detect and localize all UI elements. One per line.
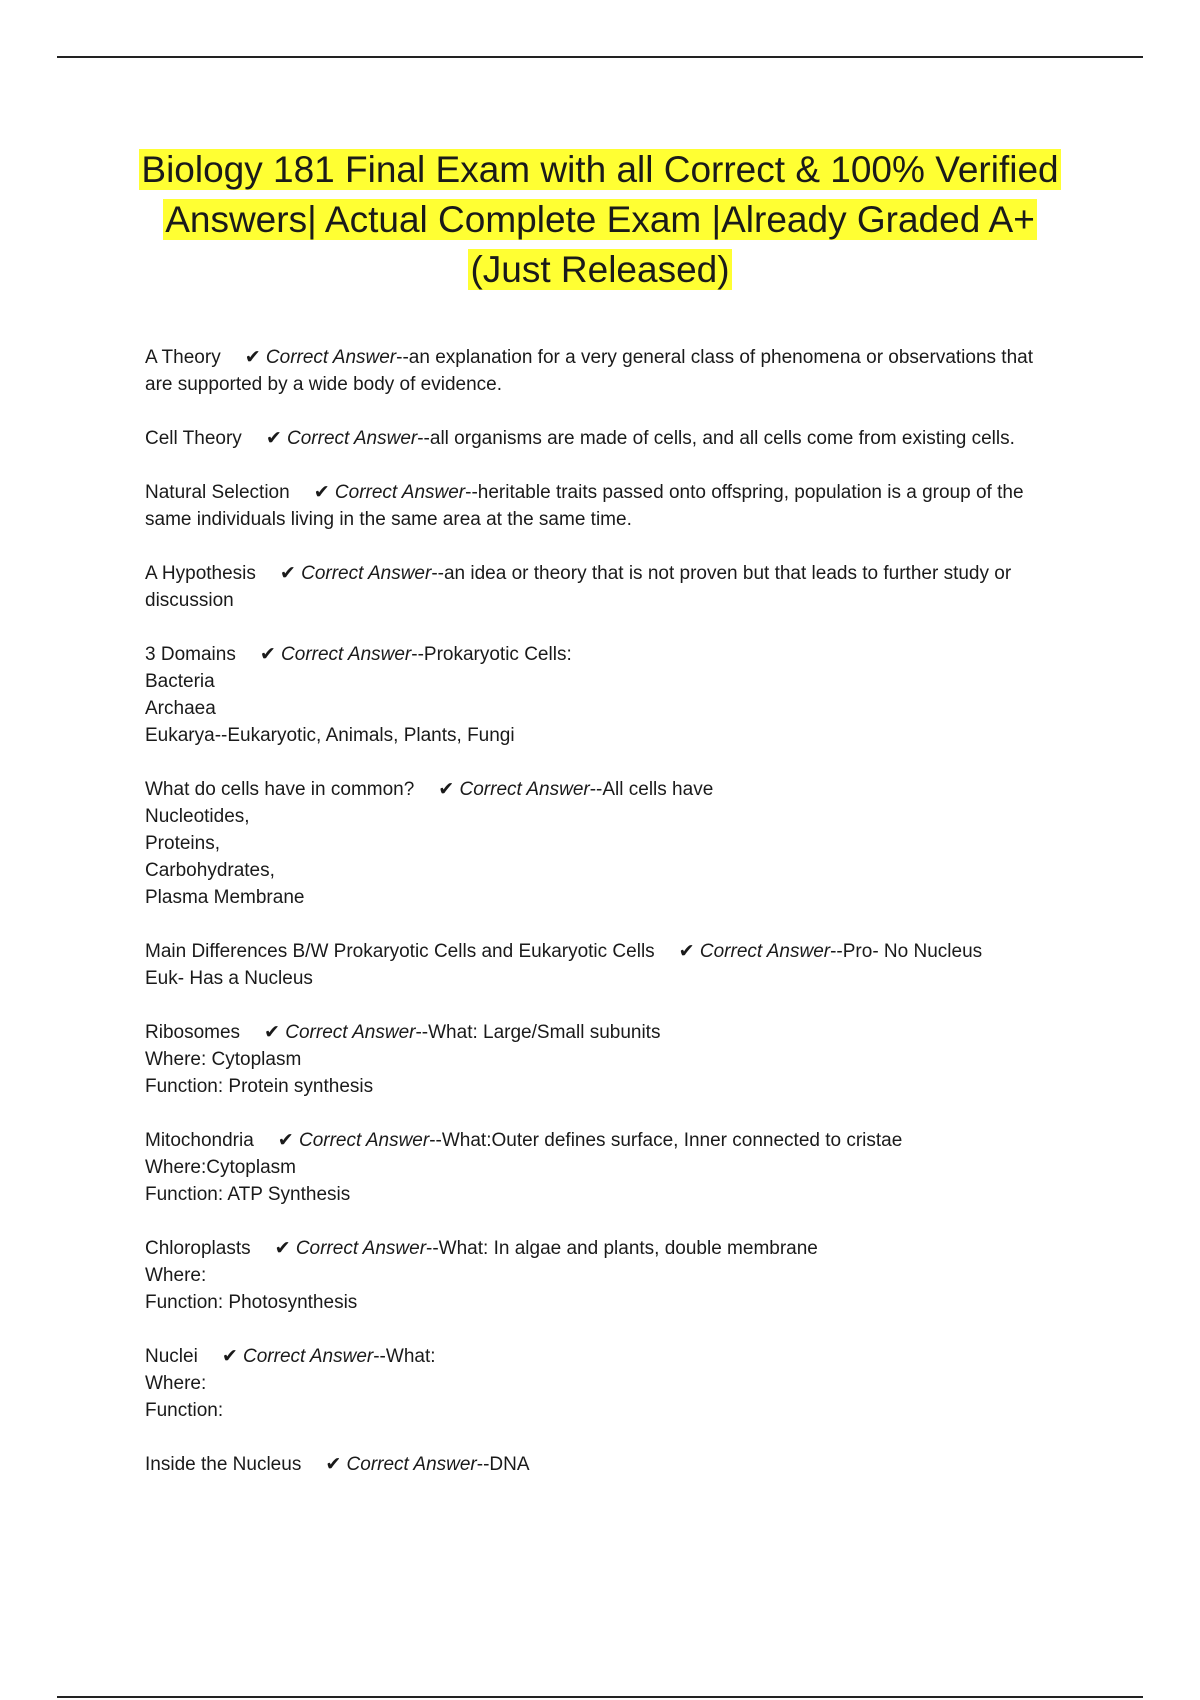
qa-term: A Hypothesis — [145, 563, 256, 584]
qa-answer-line: Eukarya--Eukaryotic, Animals, Plants, Fungi — [145, 725, 515, 746]
correct-answer-label: Correct Answer — [287, 428, 418, 449]
qa-entry — [145, 560, 1065, 614]
checkmark-icon: ✔ — [325, 1454, 342, 1475]
qa-answer-line: Euk- Has a Nucleus — [145, 968, 313, 989]
qa-first-line — [145, 641, 1065, 668]
qa-answer: --What: — [373, 1346, 436, 1367]
qa-entry — [145, 938, 1065, 992]
qa-term: Cell Theory — [145, 428, 242, 449]
checkmark-icon: ✔ — [438, 779, 455, 800]
qa-entry — [145, 425, 1065, 452]
qa-entry — [145, 1019, 1065, 1100]
qa-answer-line: Where: — [145, 1265, 207, 1286]
qa-term: What do cells have in common? — [145, 779, 415, 800]
qa-term: Inside the Nucleus — [145, 1454, 302, 1475]
qa-first-line — [145, 560, 1065, 614]
correct-answer-label: Correct Answer — [699, 941, 831, 962]
qa-term: Natural Selection — [145, 482, 290, 503]
qa-entry — [145, 344, 1065, 398]
correct-answer-label: Correct Answer — [298, 1130, 430, 1151]
correct-answer-label: Correct Answer — [334, 482, 466, 503]
qa-answer-line: Plasma Membrane — [145, 887, 305, 908]
correct-answer-label: Correct Answer — [459, 779, 590, 800]
qa-term: Mitochondria — [145, 1130, 254, 1151]
qa-answer: --What:Outer defines surface, Inner connected to cristae — [429, 1130, 903, 1151]
correct-answer-label: Correct Answer — [265, 347, 397, 368]
checkmark-icon: ✔ — [265, 428, 282, 449]
qa-answer: --heritable traits passed onto offspring, population is a group of the same individuals living in the same area at the same time. — [145, 482, 1024, 530]
qa-entry — [145, 479, 1065, 533]
qa-answer: --DNA — [476, 1454, 530, 1475]
qa-first-line — [145, 1127, 1065, 1154]
qa-answer-line: Function: ATP Synthesis — [145, 1184, 351, 1205]
qa-answer-line: Bacteria — [145, 671, 215, 692]
qa-entry — [145, 641, 1065, 749]
document-title — [120, 145, 1080, 295]
title-line-3: (Just Released) — [470, 249, 730, 290]
qa-entry — [145, 1451, 1065, 1478]
correct-answer-label: Correct Answer — [281, 644, 412, 665]
checkmark-icon: ✔ — [277, 1130, 294, 1151]
qa-first-line — [145, 1343, 1065, 1370]
top-rule — [57, 56, 1143, 58]
qa-entry — [145, 1127, 1065, 1208]
qa-entry — [145, 1235, 1065, 1316]
qa-answer-line: Proteins, — [145, 833, 220, 854]
correct-answer-label: Correct Answer — [243, 1346, 374, 1367]
qa-answer-line: Function: Photosynthesis — [145, 1292, 358, 1313]
qa-term: Main Differences B/W Prokaryotic Cells and Eukaryotic Cells — [145, 941, 655, 962]
qa-answer-line: Where: — [145, 1373, 207, 1394]
qa-entry — [145, 776, 1065, 911]
checkmark-icon: ✔ — [244, 347, 261, 368]
qa-term: Chloroplasts — [145, 1238, 251, 1259]
qa-term: 3 Domains — [145, 644, 236, 665]
qa-first-line — [145, 776, 1065, 803]
qa-answer-line: Archaea — [145, 698, 216, 719]
qa-first-line — [145, 1019, 1065, 1046]
qa-answer-line: Carbohydrates, — [145, 860, 275, 881]
qa-first-line — [145, 1451, 1065, 1478]
qa-answer-line: Nucleotides, — [145, 806, 250, 827]
qa-first-line — [145, 425, 1065, 452]
correct-answer-label: Correct Answer — [301, 563, 432, 584]
correct-answer-label: Correct Answer — [346, 1454, 477, 1475]
qa-first-line — [145, 1235, 1065, 1262]
qa-first-line — [145, 479, 1065, 533]
qa-answer: --What: In algae and plants, double membrane — [426, 1238, 818, 1259]
qa-answer-line: Function: — [145, 1400, 224, 1421]
qa-term: A Theory — [145, 347, 221, 368]
qa-answer: --an explanation for a very general class of phenomena or observations that are supported by a wide body of evidence. — [145, 347, 1033, 395]
checkmark-icon: ✔ — [279, 563, 296, 584]
qa-answer: --All cells have — [589, 779, 714, 800]
qa-first-line — [145, 344, 1065, 398]
checkmark-icon: ✔ — [221, 1346, 238, 1367]
qa-list — [145, 344, 1065, 1505]
correct-answer-label: Correct Answer — [295, 1238, 427, 1259]
qa-answer: --all organisms are made of cells, and all cells come from existing cells. — [417, 428, 1015, 449]
checkmark-icon: ✔ — [678, 941, 695, 962]
correct-answer-label: Correct Answer — [285, 1022, 416, 1043]
title-line-1: Biology 181 Final Exam with all Correct & 100% Verified — [141, 149, 1059, 190]
checkmark-icon: ✔ — [313, 482, 330, 503]
qa-answer-line: Where:Cytoplasm — [145, 1157, 296, 1178]
qa-answer: --What: Large/Small subunits — [415, 1022, 661, 1043]
qa-term: Nuclei — [145, 1346, 198, 1367]
checkmark-icon: ✔ — [264, 1022, 280, 1043]
qa-answer: --Prokaryotic Cells: — [411, 644, 572, 665]
qa-answer-line: Function: Protein synthesis — [145, 1076, 374, 1097]
qa-term: Ribosomes — [145, 1022, 241, 1043]
qa-first-line — [145, 938, 1065, 965]
checkmark-icon: ✔ — [274, 1238, 291, 1259]
qa-entry — [145, 1343, 1065, 1424]
checkmark-icon: ✔ — [259, 644, 276, 665]
bottom-rule — [57, 1696, 1143, 1698]
title-line-2: Answers| Actual Complete Exam |Already Graded A+ — [165, 199, 1035, 240]
qa-answer: --an idea or theory that is not proven but that leads to further study or discussion — [145, 563, 1012, 611]
qa-answer-line: Where: Cytoplasm — [145, 1049, 302, 1070]
qa-answer: --Pro- No Nucleus — [830, 941, 983, 962]
